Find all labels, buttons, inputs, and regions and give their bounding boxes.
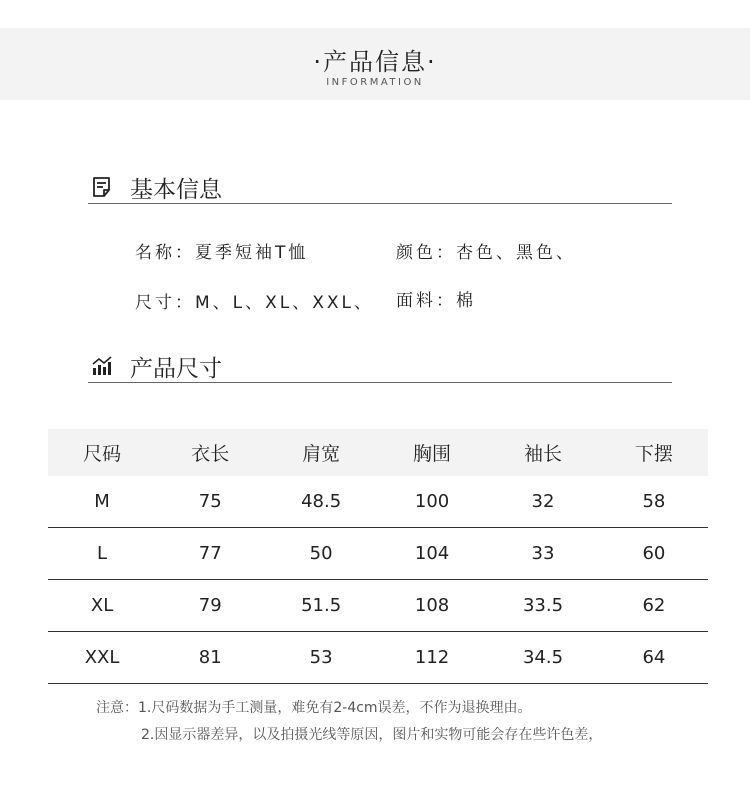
header-cell: 胸围 bbox=[378, 429, 486, 476]
table-cell: 79 bbox=[156, 580, 264, 632]
header-cell: 袖长 bbox=[486, 429, 600, 476]
table-cell: 50 bbox=[264, 528, 378, 580]
size-table-header bbox=[48, 429, 708, 476]
size-value: M、L、XL、XXL、 bbox=[195, 293, 375, 313]
table-cell: 33.5 bbox=[486, 580, 600, 632]
color-value: 杏色、黑色、 bbox=[456, 243, 576, 263]
table-cell: 48.5 bbox=[264, 476, 378, 528]
info-size bbox=[135, 288, 374, 313]
table-cell: 64 bbox=[600, 632, 708, 684]
table-cell: 53 bbox=[264, 632, 378, 684]
table-row bbox=[48, 476, 708, 528]
header-cell: 肩宽 bbox=[264, 429, 378, 476]
bar-chart-icon bbox=[91, 355, 113, 377]
table-cell: 100 bbox=[378, 476, 486, 528]
name-value: 夏季短袖T恤 bbox=[195, 243, 309, 263]
header-cell: 尺码 bbox=[48, 429, 156, 476]
name-label: 名称： bbox=[135, 243, 195, 263]
table-cell: XL bbox=[48, 580, 156, 632]
table-cell: 51.5 bbox=[264, 580, 378, 632]
header-title: ·产品信息· bbox=[313, 48, 437, 76]
divider bbox=[88, 382, 672, 383]
info-name bbox=[135, 238, 308, 263]
note-line-1: 注意：1.尺码数据为手工测量，难免有2-4cm误差，不作为退换理由。 bbox=[96, 700, 532, 716]
table-cell: 77 bbox=[156, 528, 264, 580]
basic-info-heading: 基本信息 bbox=[130, 177, 222, 203]
table-cell: 62 bbox=[600, 580, 708, 632]
header-cell: 下摆 bbox=[600, 429, 708, 476]
note-icon bbox=[91, 176, 113, 198]
table-cell: L bbox=[48, 528, 156, 580]
table-cell: 58 bbox=[600, 476, 708, 528]
table-cell: 75 bbox=[156, 476, 264, 528]
size-label: 尺寸： bbox=[135, 293, 195, 313]
table-cell: 33 bbox=[486, 528, 600, 580]
table-row bbox=[48, 580, 708, 632]
table-cell: 32 bbox=[486, 476, 600, 528]
table-cell: 34.5 bbox=[486, 632, 600, 684]
header-cell: 衣长 bbox=[156, 429, 264, 476]
note-line-2: 2.因显示器差异，以及拍摄光线等原因，图片和实物可能会存在些许色差， bbox=[141, 727, 603, 743]
table-cell: 81 bbox=[156, 632, 264, 684]
table-cell: 104 bbox=[378, 528, 486, 580]
table-cell: 60 bbox=[600, 528, 708, 580]
size-table bbox=[48, 429, 708, 684]
header-subtitle: INFORMATION bbox=[326, 77, 424, 88]
info-fabric bbox=[396, 286, 476, 311]
basic-info-section-head bbox=[88, 168, 672, 204]
table-cell: M bbox=[48, 476, 156, 528]
divider bbox=[88, 203, 672, 204]
size-section-head bbox=[88, 347, 672, 383]
header-banner bbox=[0, 28, 750, 100]
size-section-heading: 产品尺寸 bbox=[130, 356, 222, 382]
table-cell: XXL bbox=[48, 632, 156, 684]
fabric-label: 面料： bbox=[396, 291, 456, 311]
fabric-value: 棉 bbox=[456, 291, 476, 311]
table-row bbox=[48, 632, 708, 684]
info-color bbox=[396, 238, 576, 263]
table-row bbox=[48, 528, 708, 580]
table-cell: 108 bbox=[378, 580, 486, 632]
color-label: 颜色： bbox=[396, 243, 456, 263]
table-cell: 112 bbox=[378, 632, 486, 684]
